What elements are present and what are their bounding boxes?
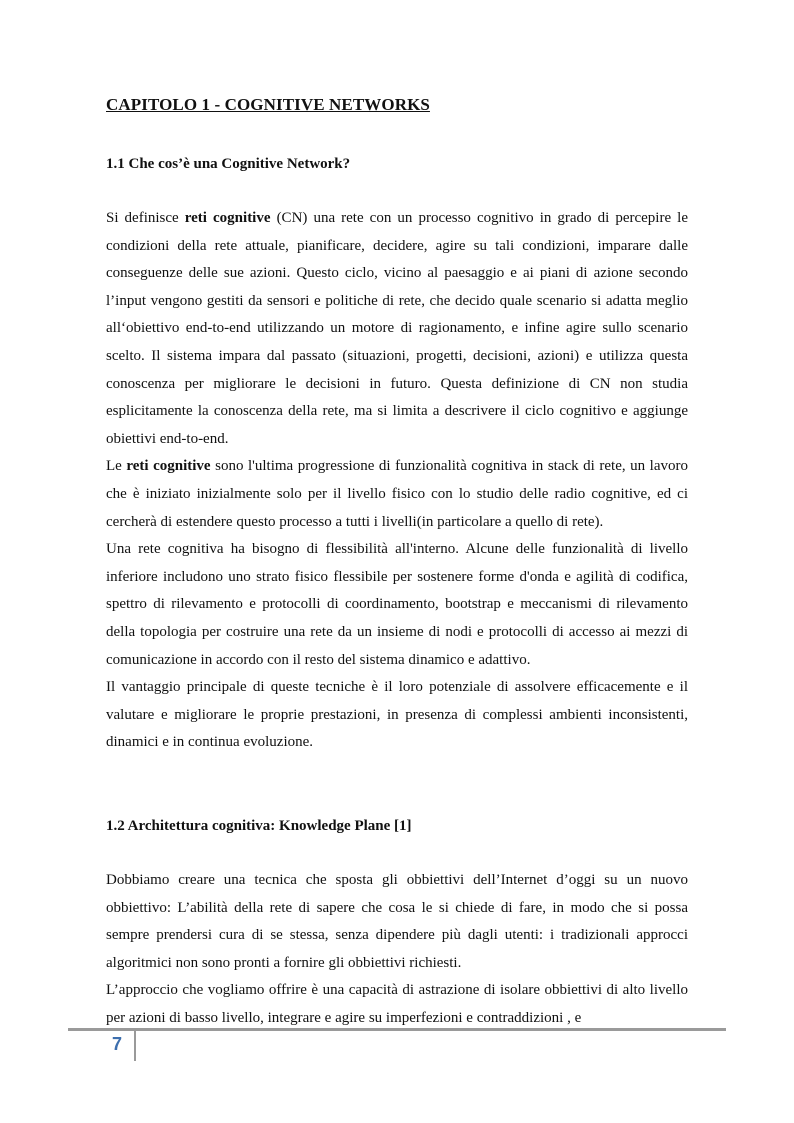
- footer-separator: [134, 1031, 136, 1061]
- paragraph: Si definisce reti cognitive (CN) una rete con un processo cognitivo in grado di percepire le condizioni della rete attuale, pianificare, decidere, agire su tali condizioni, imparare dalle conseguenze delle sue azioni. Questo ciclo, vicino al paesaggio e ai piani di azione secondo l’input vengono gestiti da sensori e politiche di rete, che decido quale scenario si adatta meglio all‘obiettivo end-to-end utilizzando un motore di ragionamento, e infine agire sullo scenario scelto. Il sistema impara dal passato (situazioni, progetti, decisioni, azioni) e utilizza questa conoscenza per migliorare le decisioni in futuro. Questa definizione di CN non studia esplicitamente la conoscenza della rete, ma si limita a descrivere il ciclo cognitivo e aggiunge obiettivi end-to-end.: [106, 210, 688, 447]
- paragraph: Il vantaggio principale di queste tecniche è il loro potenziale di assolvere efficacemente e il valutare e migliorare le proprie prestazioni, in presenza di complessi ambienti inconsistenti, dinamici e in continua evoluzione.: [106, 679, 688, 751]
- bold-term: reti cognitive: [126, 458, 211, 475]
- page-number: 7: [112, 1034, 123, 1054]
- section-heading-1-1: 1.1 Che cos’è una Cognitive Network?: [106, 156, 351, 172]
- paragraph: Le reti cognitive sono l'ultima progressione di funzionalità cognitiva in stack di rete, un lavoro che è iniziato inizialmente solo per il livello fisico con lo studio delle radio cognitive, ed ci cercherà di estendere questo processo a tutti i livelli(in particolare a quello di rete).: [106, 458, 688, 530]
- bold-term: reti cognitive: [184, 210, 271, 226]
- section-body-1-1: [106, 205, 688, 757]
- footer-rule: [68, 1028, 726, 1031]
- section-body-1-2: [106, 867, 688, 1033]
- paragraph: L’approccio che vogliamo offrire è una capacità di astrazione di isolare obbiettivi di alto livello per azioni di basso livello, integrare e agire su imperfezioni e contraddizioni , e: [106, 982, 688, 1026]
- paragraph: Dobbiamo creare una tecnica che sposta gli obbiettivi dell’Internet d’oggi su un nuovo obbiettivo: L’abilità della rete di sapere che cosa le si chiede di fare, in modo che si possa sempre prendersi cura di se stessa, senza dipendere più dagli utenti: i tradizionali approcci algoritmici non sono pronti a fornire gli obbiettivi richiesti.: [106, 872, 688, 971]
- paragraph: Una rete cognitiva ha bisogno di flessibilità all'interno. Alcune delle funzionalità di livello inferiore includono uno strato fisico flessibile per sostenere forme d'onda e agilità di codifica, spettro di rilevamento e protocolli di coordinamento, bootstrap e meccanismi di rilevamento della topologia per costruire una rete da un insieme di nodi e protocolli di accesso ai mezzi di comunicazione in accordo con il resto del sistema dinamico e adattivo.: [106, 541, 688, 668]
- section-heading-1-2: 1.2 Architettura cognitiva: Knowledge Plane [1]: [106, 818, 412, 834]
- chapter-title: CAPITOLO 1 - COGNITIVE NETWORKS: [106, 95, 430, 114]
